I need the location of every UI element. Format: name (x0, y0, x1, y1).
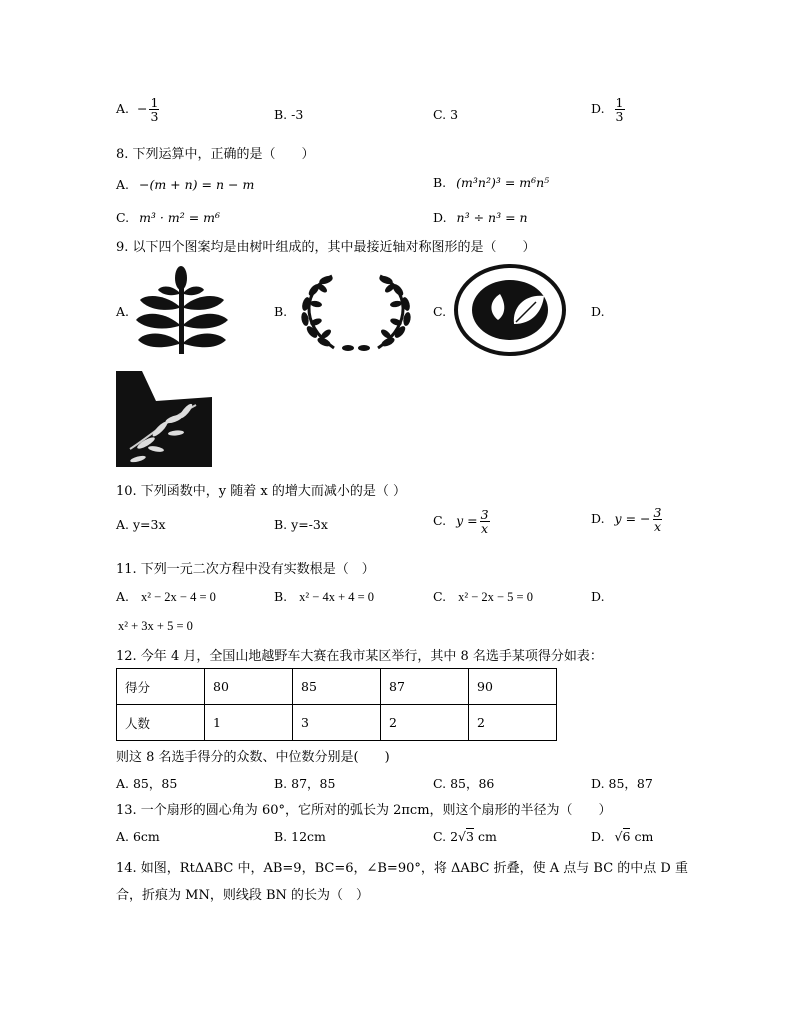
q7-option-d (591, 96, 627, 123)
table-cell: 1 (205, 705, 293, 741)
q13-option-c (433, 829, 497, 844)
q10-c-label: C. (433, 513, 447, 529)
q13-c-label: C. 2 (433, 829, 459, 844)
q9-label-b: B. (274, 304, 288, 319)
q12-followup: 则这 8 名选手得分的众数、中位数分别是( ) (116, 750, 390, 765)
table-cell: 85 (293, 669, 381, 705)
q13-option-d (591, 829, 653, 844)
q10-c-fraction (480, 508, 490, 535)
q12-stem: 12. 今年 4 月，全国山地越野车大赛在我市某区举行，其中 8 名选手某项得分如表： (116, 649, 603, 664)
q13-d-label: D. (591, 829, 605, 844)
table-cell: 87 (381, 669, 469, 705)
q7-option-c: C. 3 (433, 107, 459, 122)
q9-figure-d-branch-icon (116, 371, 212, 467)
q8-option-b (433, 175, 549, 190)
q7-option-a (116, 96, 161, 123)
q10-c-lhs: y = (456, 513, 478, 529)
q11-option-a (116, 589, 216, 605)
q11-b-label: B. (274, 589, 288, 604)
q12-option-c: C. 85，86 (433, 776, 495, 791)
q7-a-fraction (149, 96, 159, 123)
q14-line-2: 合，折痕为 MN，则线段 BN 的长为（ ） (116, 888, 370, 903)
q8-b-expr: (m³n²)³ = m⁶n⁵ (456, 175, 550, 190)
q10-c-denominator: x (481, 521, 489, 537)
table-cell: 2 (469, 705, 557, 741)
q11-option-c (433, 589, 533, 605)
q7-a-label: A. (116, 101, 130, 117)
q13-option-a: A. 6cm (116, 829, 160, 844)
q10-d-lhs: y = − (614, 511, 651, 527)
q7-a-numerator: 1 (150, 95, 159, 110)
q7-d-numerator: 1 (615, 95, 624, 110)
q13-d-sqrt-icon: √ (614, 829, 623, 844)
q8-c-label: C. (116, 210, 130, 225)
q11-option-d-label: D. (591, 589, 605, 604)
q9-label-c: C. (433, 304, 447, 319)
table-row (117, 705, 557, 741)
q10-d-denominator: x (653, 519, 662, 535)
q11-b-expr: x² − 4x + 4 = 0 (299, 590, 375, 604)
q11-option-b (274, 589, 374, 605)
table-cell: 90 (469, 669, 557, 705)
q10-stem: 10. 下列函数中，y 随着 x 的增大而减小的是（ ） (116, 484, 407, 499)
q11-option-d-expr: x² + 3x + 5 = 0 (118, 619, 193, 633)
q8-d-label: D. (433, 210, 447, 225)
q7-d-label: D. (591, 101, 605, 117)
q14-line-1: 14. 如图，RtΔABC 中，AB=9，BC=6，∠B=90°，将 ΔABC 折叠，使 A 点与 BC 的中点 D 重 (116, 861, 688, 876)
q10-option-b: B. y=-3x (274, 517, 328, 532)
table-row (117, 669, 557, 705)
table-cell: 得分 (117, 669, 205, 705)
q9-figure-a-leaf-icon (134, 266, 230, 356)
q13-option-b: B. 12cm (274, 829, 326, 844)
q12-score-table (116, 668, 557, 741)
q8-option-c (116, 210, 220, 225)
table-cell: 人数 (117, 705, 205, 741)
q13-c-radicand: 3 (466, 829, 474, 844)
q8-c-expr: m³ · m² = m⁶ (139, 210, 221, 225)
q8-option-a (116, 177, 254, 192)
q9-label-a: A. (116, 304, 130, 319)
q11-c-expr: x² − 2x − 5 = 0 (458, 590, 533, 604)
q11-a-label: A. (116, 589, 130, 604)
q10-d-fraction (653, 506, 663, 533)
q13-d-unit: cm (634, 829, 654, 844)
q8-a-expr: −(m + n) = n − m (139, 177, 255, 192)
table-cell: 2 (381, 705, 469, 741)
q12-option-d: D. 85，87 (591, 776, 653, 791)
q10-option-d (591, 506, 664, 533)
q10-c-numerator: 3 (480, 507, 489, 522)
q9-stem: 9. 以下四个图案均是由树叶组成的，其中最接近轴对称图形的是（ ） (116, 240, 536, 255)
q7-option-b: B. -3 (274, 107, 304, 122)
table-cell: 3 (293, 705, 381, 741)
q10-d-numerator: 3 (653, 505, 662, 520)
q7-d-denominator: 3 (615, 109, 624, 125)
q13-stem: 13. 一个扇形的圆心角为 60°，它所对的弧长为 2πcm，则这个扇形的半径为（ ） (116, 803, 612, 818)
q11-stem: 11. 下列一元二次方程中没有实数根是（ ） (116, 562, 375, 577)
table-cell: 80 (205, 669, 293, 705)
q12-option-a: A. 85，85 (116, 776, 178, 791)
q12-option-b: B. 87，85 (274, 776, 336, 791)
q8-a-label: A. (116, 177, 130, 192)
q13-c-unit: cm (477, 829, 497, 844)
q10-d-label: D. (591, 511, 605, 527)
q8-b-label: B. (433, 175, 447, 190)
q13-c-sqrt-icon: √ (458, 829, 466, 844)
q9-figure-b-wreath-icon (292, 264, 420, 356)
q11-c-label: C. (433, 589, 447, 604)
q13-d-radicand: 6 (622, 829, 631, 844)
q7-a-denominator: 3 (150, 109, 159, 125)
q7-a-sign: − (137, 101, 148, 117)
q11-a-expr: x² − 2x − 4 = 0 (141, 590, 216, 604)
q9-figure-c-emblem-icon (452, 262, 568, 358)
q10-option-a: A. y=3x (116, 517, 166, 532)
q9-label-d: D. (591, 304, 605, 319)
q10-option-c (433, 508, 492, 535)
q7-d-fraction (615, 96, 625, 123)
q8-d-expr: n³ ÷ n³ = n (456, 210, 528, 225)
q8-stem: 8. 下列运算中，正确的是（ ） (116, 147, 315, 162)
q8-option-d (433, 210, 528, 225)
